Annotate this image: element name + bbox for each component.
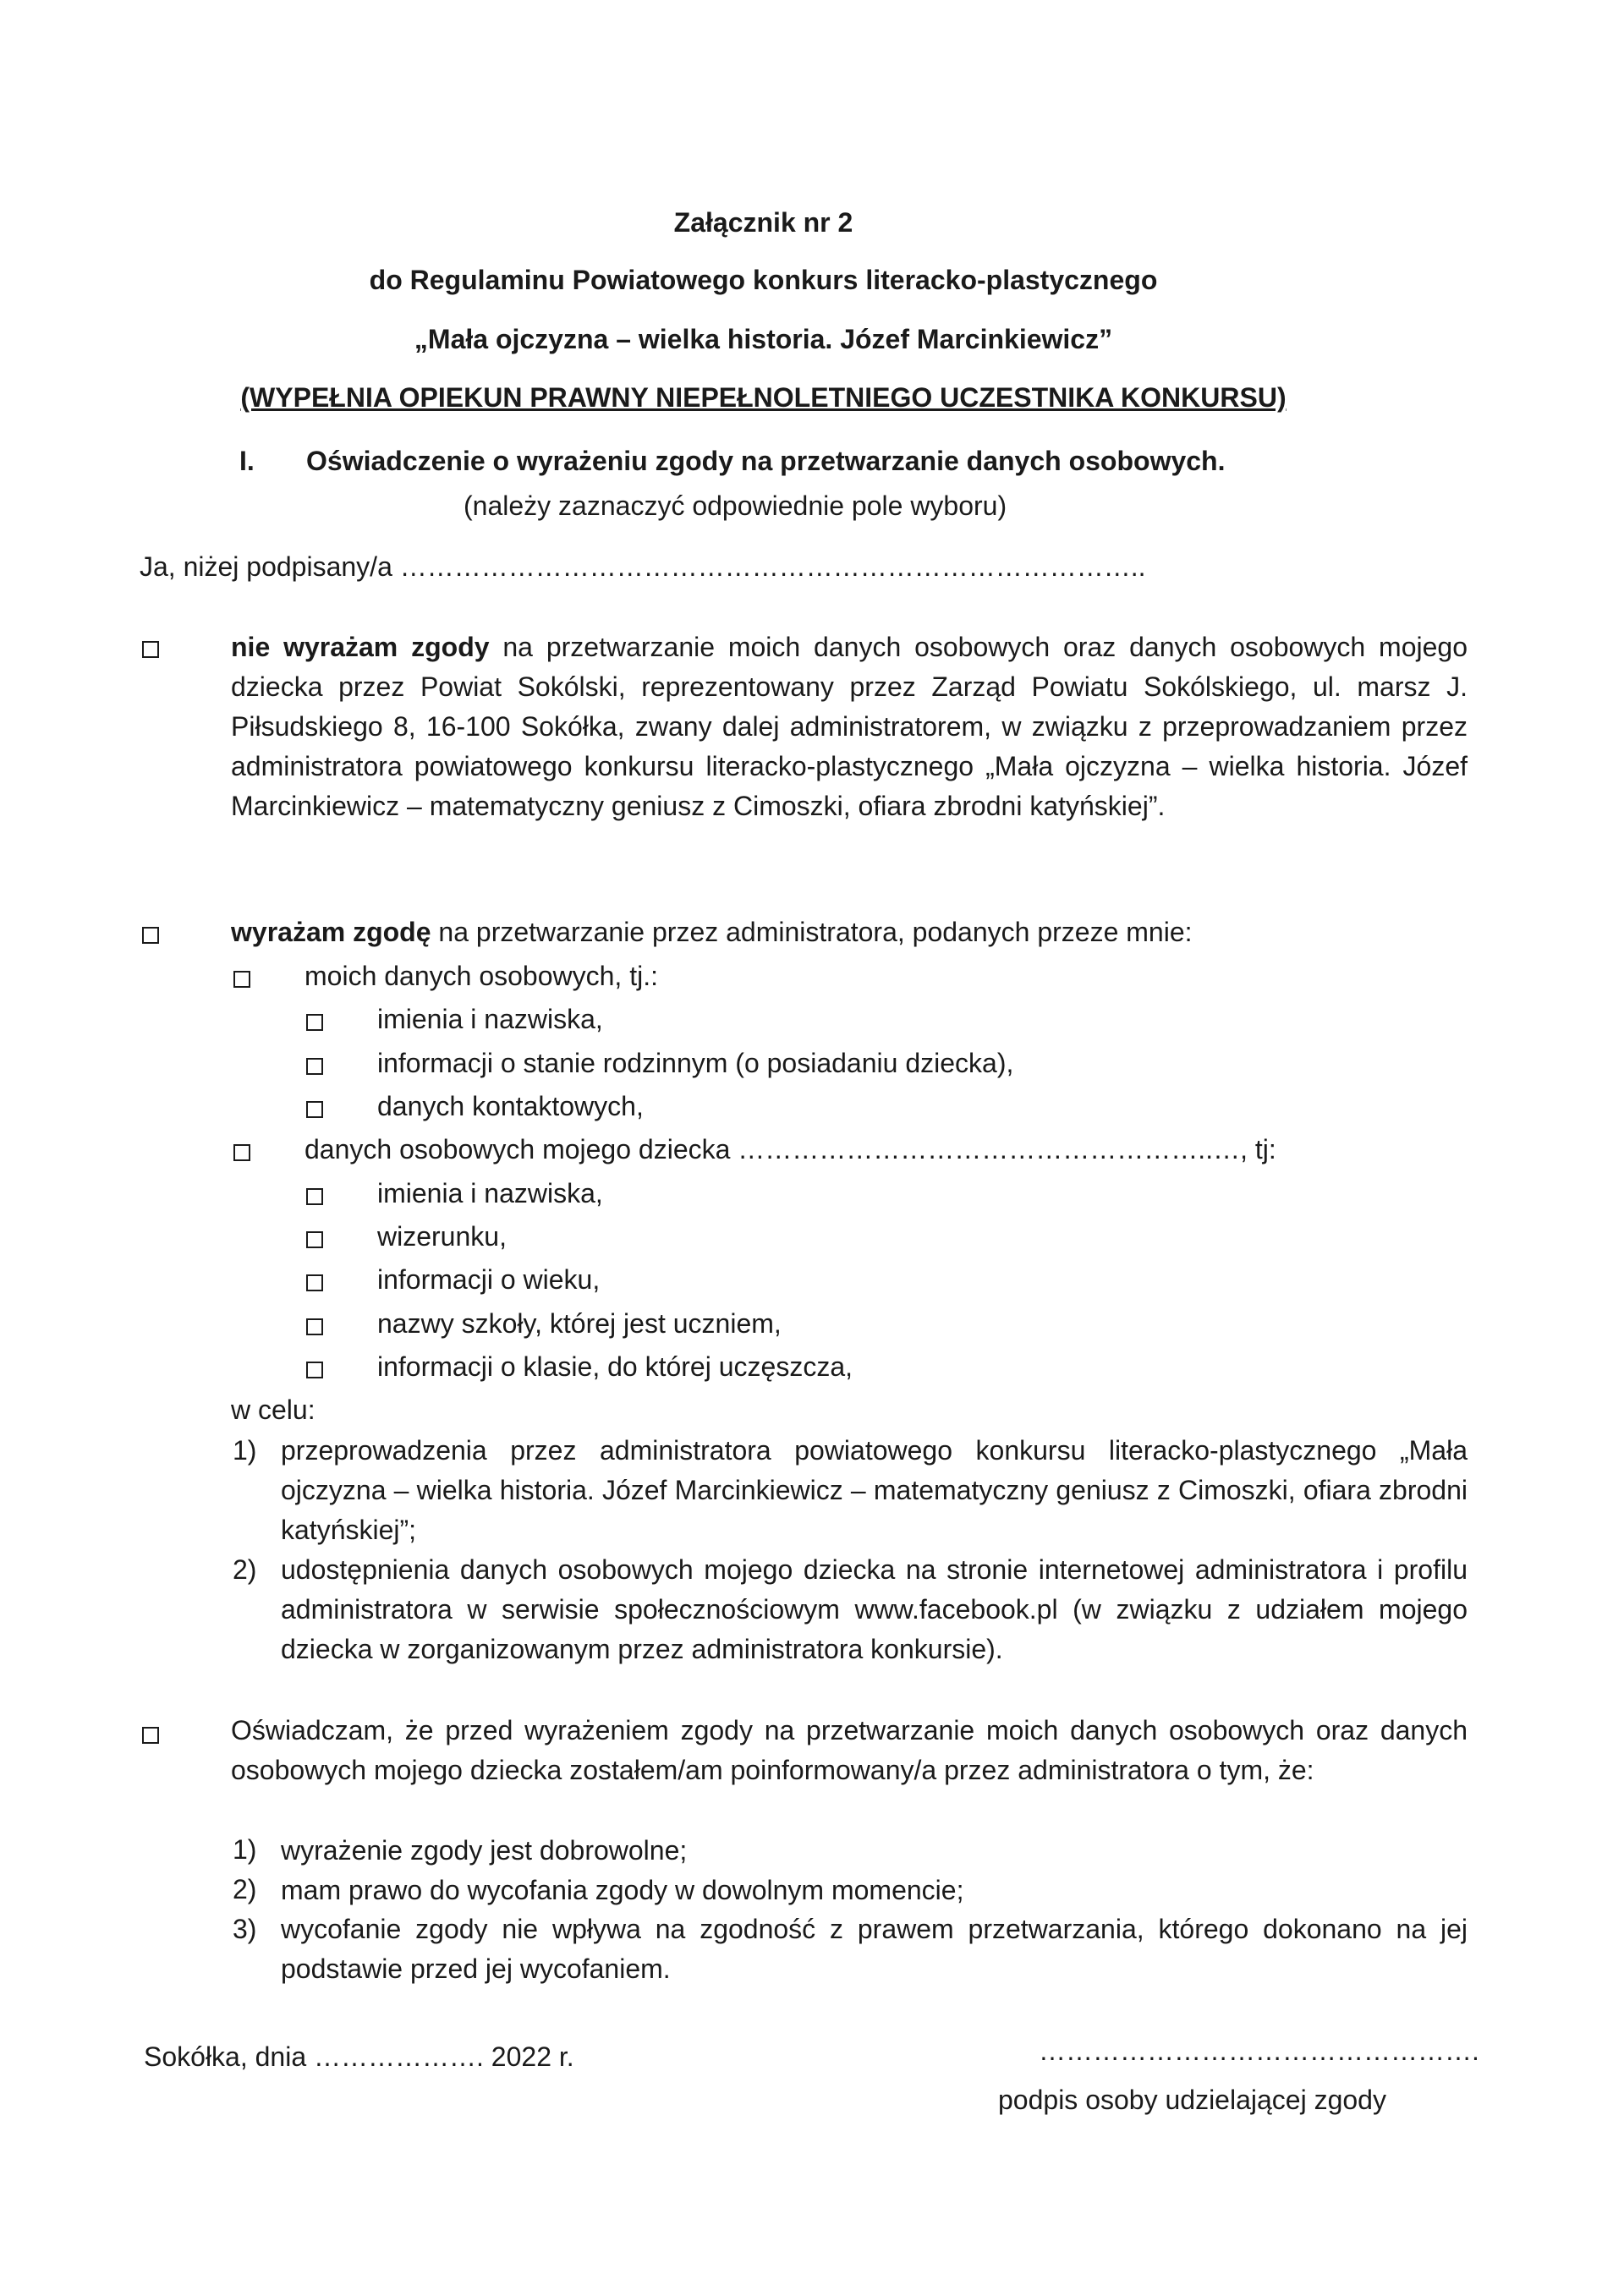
child-school-label: nazwy szkoły, której jest uczniem, bbox=[377, 1308, 782, 1339]
section-numeral: I. bbox=[239, 446, 255, 476]
purpose-number: 2) bbox=[233, 1554, 257, 1585]
no-consent-text bbox=[231, 627, 1468, 826]
own-data-checkbox[interactable] bbox=[233, 971, 250, 988]
child-data-label: danych osobowych mojego dziecka ……………………………………………..…, tj: bbox=[304, 1134, 1276, 1164]
consent-checkbox[interactable] bbox=[142, 927, 159, 944]
place-date: Sokółka, dnia ………………. 2022 r. bbox=[144, 2041, 574, 2072]
own-contact-checkbox[interactable] bbox=[306, 1101, 323, 1118]
declaration-text: Oświadczam, że przed wyrażeniem zgody na przetwarzanie moich danych osobowych oraz danych osobowych mojego dziecka zostałem/am poinformowany/a przez administratora o tym, że: bbox=[231, 1715, 1468, 1785]
no-consent-bold: nie wyrażam zgody bbox=[231, 632, 490, 662]
no-consent-body: na przetwarzanie moich danych osobowych oraz danych osobowych mojego dziecka przez Powiat Sokólski, reprezentowany przez Zarząd Powiatu Sokólskiego, ul. marsz J. Piłsudskiego 8, 16-100 Sokółka, zwany dalej administratorem, w związku z przeprowadzaniem przez administratora powiatowego konkursu literacko-plastycznego „Mała ojczyzna – wielka historia. Józef Marcinkiewicz – matematyczny geniusz z Cimoszki, ofiara zbrodni katyńskiej”. bbox=[231, 632, 1468, 821]
declaration-point-number: 1) bbox=[233, 1834, 257, 1865]
signature-label: podpis osoby udzielającej zgody bbox=[998, 2085, 1386, 2115]
signatory-line: Ja, niżej podpisany/a ……………………………………………………………………….. bbox=[140, 551, 1146, 582]
own-data-label: moich danych osobowych, tj.: bbox=[304, 961, 658, 991]
contest-title: „Mała ojczyzna – wielka historia. Józef Marcinkiewicz” bbox=[414, 324, 1113, 354]
declaration-point-text: wycofanie zgody nie wpływa na zgodność z prawem przetwarzania, którego dokonano na jej podstawie przed jej wycofaniem. bbox=[281, 1914, 1468, 1984]
child-class-checkbox[interactable] bbox=[306, 1362, 323, 1378]
no-consent-checkbox[interactable] bbox=[142, 641, 159, 658]
own-family-checkbox[interactable] bbox=[306, 1058, 323, 1075]
child-data-checkbox[interactable] bbox=[233, 1144, 250, 1161]
signature-line: …………………………………………. bbox=[1039, 2036, 1479, 2066]
own-name-label: imienia i nazwiska, bbox=[377, 1004, 603, 1034]
declaration-point-text: wyrażenie zgody jest dobrowolne; bbox=[281, 1835, 688, 1866]
consent-text bbox=[231, 915, 1193, 949]
section-title: Oświadczenie o wyrażeniu zgody na przetwarzanie danych osobowych. bbox=[306, 446, 1226, 476]
declaration-point-number: 3) bbox=[233, 1914, 257, 1944]
child-name-checkbox[interactable] bbox=[306, 1188, 323, 1205]
purpose-text: udostępnienia danych osobowych mojego dziecka na stronie internetowej administratora i profilu administratora w serwisie społecznościowym www.facebook.pl (w związku z udziałem mojego dziecka w zorganizowanym przez administratora konkursie). bbox=[281, 1554, 1468, 1664]
declaration-point-number: 2) bbox=[233, 1874, 257, 1904]
attachment-number: Załącznik nr 2 bbox=[673, 207, 853, 238]
child-school-checkbox[interactable] bbox=[306, 1318, 323, 1335]
purpose-text: przeprowadzenia przez administratora powiatowego konkursu literacko-plastycznego „Mała ojczyzna – wielka historia. Józef Marcinkiewicz – matematyczny geniusz z Cimoszki, ofiara zbrodni katyńskiej”; bbox=[281, 1435, 1468, 1545]
guardian-notice: (WYPEŁNIA OPIEKUN PRAWNY NIEPEŁNOLETNIEGO UCZESTNIKA KONKURSU) bbox=[240, 382, 1287, 413]
child-age-checkbox[interactable] bbox=[306, 1274, 323, 1291]
own-family-label: informacji o stanie rodzinnym (o posiadaniu dziecka), bbox=[377, 1048, 1014, 1078]
declaration-checkbox[interactable] bbox=[142, 1727, 159, 1744]
child-name-label: imienia i nazwiska, bbox=[377, 1178, 603, 1208]
purpose-label: w celu: bbox=[231, 1395, 315, 1425]
declaration-point-text: mam prawo do wycofania zgody w dowolnym momencie; bbox=[281, 1875, 964, 1905]
child-age-label: informacji o wieku, bbox=[377, 1264, 601, 1295]
own-name-checkbox[interactable] bbox=[306, 1014, 323, 1031]
consent-bold: wyrażam zgodę bbox=[231, 917, 431, 947]
regulation-reference: do Regulaminu Powiatowego konkurs literacko-plastycznego bbox=[369, 265, 1158, 295]
purpose-number: 1) bbox=[233, 1435, 257, 1466]
child-class-label: informacji o klasie, do której uczęszcza, bbox=[377, 1351, 853, 1382]
own-contact-label: danych kontaktowych, bbox=[377, 1091, 644, 1121]
section-hint: (należy zaznaczyć odpowiednie pole wyboru) bbox=[464, 490, 1007, 521]
consent-body: na przetwarzanie przez administratora, podanych przeze mnie: bbox=[431, 917, 1193, 947]
child-image-checkbox[interactable] bbox=[306, 1231, 323, 1248]
child-image-label: wizerunku, bbox=[377, 1221, 507, 1252]
